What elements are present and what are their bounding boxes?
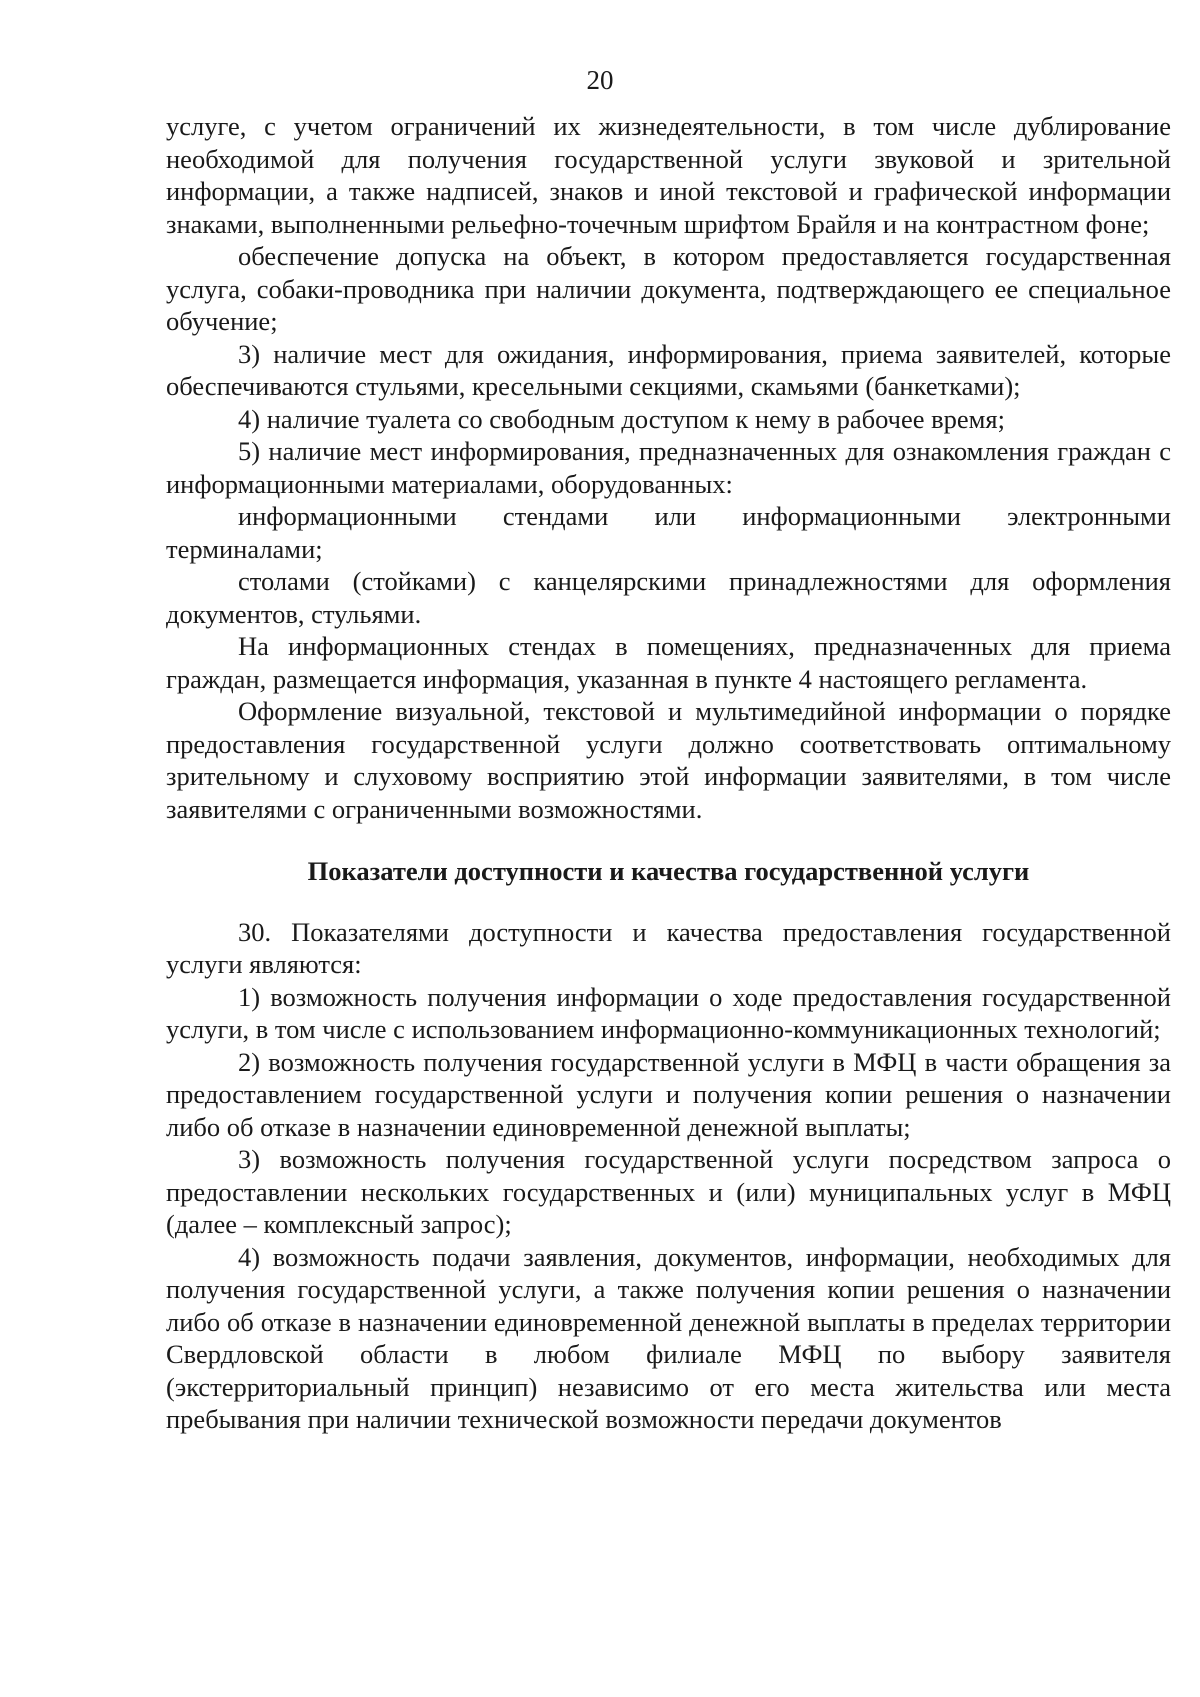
paragraph-item-4-toilet: 4) наличие туалета со свободным доступом к нему в рабочее время; [238, 403, 1005, 434]
paragraph-guide-dog-access: обеспечение допуска на объект, в котором предоставляется государственная услуга, собаки-проводника при наличии документа, подтверждающего ее специальное обучение; [166, 241, 1171, 336]
paragraph-visual-design: Оформление визуальной, текстовой и мультимедийной информации о порядке предоставления государственной услуги должно соответствовать оптимальному зрительному и слуховому восприятию этой информации заявителями, в том числе заявителями с ограниченными возможностями. [166, 696, 1171, 824]
page-number: 20 [586, 65, 614, 95]
paragraph-information-stands: информационными стендами или информационными электронными терминалами; [166, 501, 1171, 564]
paragraph-indicator-3: 3) возможность получения государственной услуги посредством запроса о предоставлении нескольких государственных и (или) муниципальных услуг в МФЦ (далее – комплексный запрос); [166, 1144, 1171, 1239]
paragraph-stands-information: На информационных стендах в помещениях, предназначенных для приема граждан, размещается информация, указанная в пункте 4 настоящего регламента. [166, 631, 1171, 694]
paragraph-continuation: услуге, с учетом ограничений их жизнедеятельности, в том числе дублирование необходимой для получения государственной услуги звуковой и зрительной информации, а также надписей, знаков и иной текстовой и графической информации знаками, выполненными рельефно-точечным шрифтом Брайля и на контрастном фоне; [166, 111, 1171, 239]
paragraph-indicator-1: 1) возможность получения информации о ходе предоставления государственной услуги, в том числе с использованием информационно-коммуникационных технологий; [166, 981, 1171, 1044]
paragraph-indicator-4: 4) возможность подачи заявления, документов, информации, необходимых для получения государственной услуги, а также получения копии решения о назначении либо об отказе в назначении единовременной денежной выплаты в пределах территории Свердловской области в любом филиале МФЦ по выбору заявителя (экстерриториальный принцип) независимо от его места жительства или места пребывания при наличии технической возможности передачи документов [166, 1241, 1171, 1434]
paragraph-item-3-waiting-places: 3) наличие мест для ожидания, информирования, приема заявителей, которые обеспечиваются стульями, кресельными секциями, скамьями (банкетками); [166, 338, 1171, 401]
paragraph-item-30: 30. Показателями доступности и качества предоставления государственной услуги являются: [166, 916, 1171, 979]
document-body [166, 110, 1171, 1436]
paragraph-indicator-2: 2) возможность получения государственной услуги в МФЦ в части обращения за предоставлением государственной услуги и получения копии решения о назначении либо об отказе в назначении единовременной денежной выплаты; [166, 1046, 1171, 1142]
paragraph-item-5-information-places: 5) наличие мест информирования, предназначенных для ознакомления граждан с информационными материалами, оборудованных: [166, 436, 1171, 499]
paragraph-tables-stationery: столами (стойками) с канцелярскими принадлежностями для оформления документов, стульями. [166, 566, 1171, 629]
section-heading: Показатели доступности и качества государственной услуги [307, 856, 1030, 886]
